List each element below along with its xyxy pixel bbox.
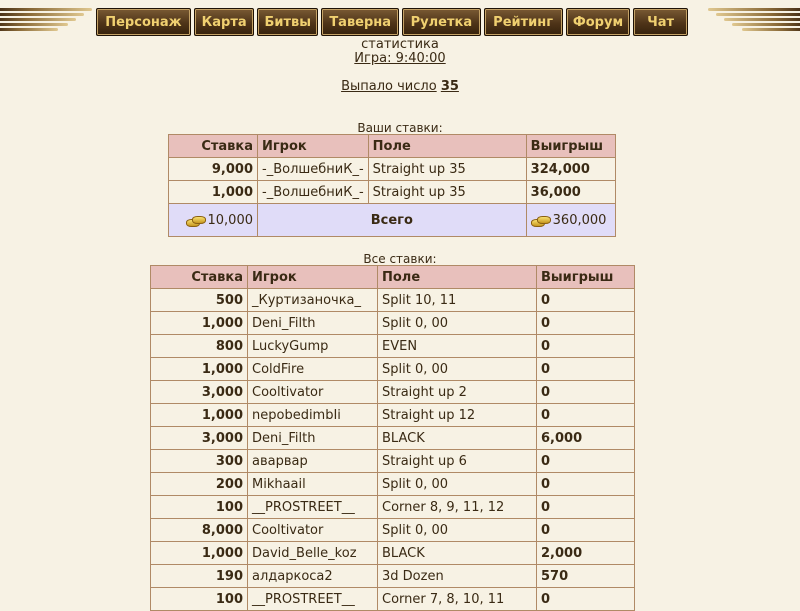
nav-menu [96,8,688,36]
dropped-number-line [0,79,800,94]
win-cell: 0 [537,588,635,611]
nav-item-character[interactable]: Персонаж [96,8,191,36]
table-row [151,289,635,312]
total-bet-value: 10,000 [207,212,253,228]
field-cell: Straight up 35 [368,181,526,204]
field-cell: BLACK [378,542,537,565]
table-row [169,181,616,204]
win-cell: 2,000 [537,542,635,565]
player-cell: Mikhaail [248,473,378,496]
player-cell: __PROSTREET__ [248,588,378,611]
win-cell: 0 [537,519,635,542]
field-cell: Split 0, 00 [378,473,537,496]
win-cell: 0 [537,358,635,381]
win-cell: 0 [537,496,635,519]
field-cell: 3d Dozen [378,565,537,588]
win-cell: 6,000 [537,427,635,450]
field-cell: Corner 7, 8, 10, 11 [378,588,537,611]
bet-cell: 9,000 [169,158,258,181]
win-cell: 0 [537,289,635,312]
field-cell: Straight up 6 [378,450,537,473]
table-row [169,158,616,181]
player-cell: LuckyGump [248,335,378,358]
nav-item-forum[interactable]: Форум [566,8,631,36]
bet-cell: 1,000 [169,181,258,204]
bet-cell: 3,000 [151,427,248,450]
gold-coins-icon [531,214,551,226]
total-bet-cell [169,204,258,237]
dropped-number: 35 [440,79,459,94]
win-cell: 0 [537,312,635,335]
bet-cell: 8,000 [151,519,248,542]
table-row [151,381,635,404]
table-row [151,358,635,381]
bet-cell: 1,000 [151,542,248,565]
nav-item-rating[interactable]: Рейтинг [484,8,563,36]
total-win-cell [526,204,615,237]
table-header-row [151,266,635,289]
bet-cell: 1,000 [151,358,248,381]
all-bets-body [151,289,635,611]
field-cell: Straight up 35 [368,158,526,181]
top-navigation [0,0,800,38]
column-header-win: Выигрыш [526,135,615,158]
table-header-row [169,135,616,158]
player-cell: nepobedimbIi [248,404,378,427]
table-row [151,496,635,519]
table-row [151,335,635,358]
total-win-value: 360,000 [552,212,607,228]
column-header-win: Выигрыш [537,266,635,289]
total-label: Всего [258,204,527,237]
table-row [151,427,635,450]
bet-cell: 1,000 [151,404,248,427]
player-cell: __PROSTREET__ [248,496,378,519]
field-cell: Straight up 2 [378,381,537,404]
bet-cell: 300 [151,450,248,473]
left-wing-ornament [0,0,102,36]
all-bets-table [150,265,635,611]
table-row [151,565,635,588]
field-cell: Split 0, 00 [378,519,537,542]
win-cell: 0 [537,473,635,496]
table-row [151,588,635,611]
player-cell: Deni_Filth [248,427,378,450]
gold-coins-icon [186,214,206,226]
table-row [151,542,635,565]
bet-cell: 200 [151,473,248,496]
bet-cell: 1,000 [151,312,248,335]
table-row [151,519,635,542]
field-cell: Straight up 12 [378,404,537,427]
right-wing-ornament [698,0,800,36]
player-cell: Cooltivator [248,381,378,404]
player-cell: -_ВолшебниК_- [258,181,369,204]
bet-cell: 190 [151,565,248,588]
total-row [169,204,616,237]
nav-item-tavern[interactable]: Таверна [321,8,399,36]
player-cell: David_Belle_koz [248,542,378,565]
page-subtitle: статистика [361,37,439,52]
dropped-label: Выпало число [341,79,437,94]
nav-item-roulette[interactable]: Рулетка [402,8,480,36]
table-row [151,450,635,473]
column-header-bet: Ставка [151,266,248,289]
your-bets-caption: Ваши ставки: [357,121,443,135]
player-cell: аварвар [248,450,378,473]
player-cell: Deni_Filth [248,312,378,335]
bet-cell: 100 [151,588,248,611]
field-cell: Split 0, 00 [378,312,537,335]
win-cell: 570 [537,565,635,588]
table-row [151,473,635,496]
column-header-field: Поле [378,266,537,289]
win-cell: 324,000 [526,158,615,181]
your-bets-table [168,134,616,237]
win-cell: 0 [537,450,635,473]
bet-cell: 3,000 [151,381,248,404]
table-row [151,312,635,335]
table-row [151,404,635,427]
nav-item-chat[interactable]: Чат [633,8,688,36]
field-cell: Corner 8, 9, 11, 12 [378,496,537,519]
field-cell: EVEN [378,335,537,358]
bet-cell: 100 [151,496,248,519]
all-bets-caption: Все ставки: [363,252,437,266]
column-header-bet: Ставка [169,135,258,158]
player-cell: _Куртизаночка_ [248,289,378,312]
game-time-link[interactable]: Игра: 9:40:00 [354,51,446,66]
field-cell: Split 0, 00 [378,358,537,381]
bet-cell: 500 [151,289,248,312]
player-cell: Cooltivator [248,519,378,542]
player-cell: алдаркоса2 [248,565,378,588]
nav-item-map[interactable]: Карта [194,8,255,36]
win-cell: 0 [537,381,635,404]
field-cell: BLACK [378,427,537,450]
player-cell: -_ВолшебниК_- [258,158,369,181]
win-cell: 0 [537,404,635,427]
player-cell: ColdFire [248,358,378,381]
column-header-player: Игрок [248,266,378,289]
win-cell: 0 [537,335,635,358]
column-header-field: Поле [368,135,526,158]
bet-cell: 800 [151,335,248,358]
field-cell: Split 10, 11 [378,289,537,312]
win-cell: 36,000 [526,181,615,204]
column-header-player: Игрок [258,135,369,158]
nav-item-battles[interactable]: Битвы [257,8,318,36]
